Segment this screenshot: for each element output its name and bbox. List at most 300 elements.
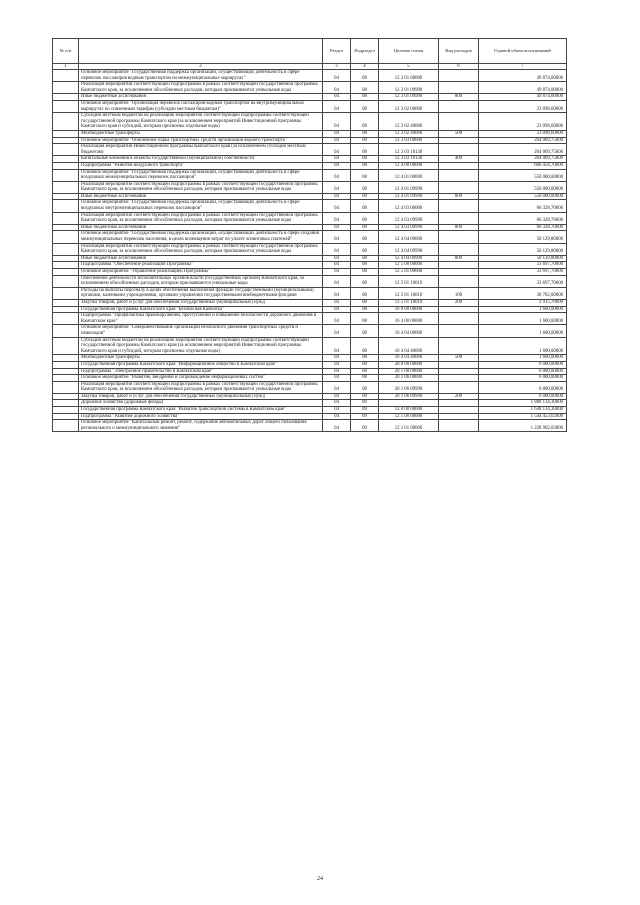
row-vid-cell: 800	[439, 94, 479, 101]
row-target-cell: 12 4 03 09990	[379, 212, 439, 224]
row-name-cell: Основное мероприятие "Управление реализацией Программы"	[79, 269, 323, 276]
column-index: 6	[439, 64, 479, 70]
table-row	[53, 361, 567, 368]
row-razdel-cell: 04	[323, 407, 351, 414]
row-name-cell: Реализация мероприятий соответствующей подпрограммы в рамках соответствующей государственной программы Камчатского края, за исключением обособленных расходов, которым присваиваются уникальные коды	[79, 82, 323, 94]
table-row	[53, 413, 567, 420]
row-num-cell	[53, 200, 79, 212]
row-vid-cell: 100	[439, 287, 479, 299]
row-sum-cell: 1 600,00000	[479, 337, 567, 355]
row-podrazdel-cell: 08	[351, 287, 379, 299]
row-num-cell	[53, 262, 79, 269]
row-vid-cell	[439, 231, 479, 243]
row-vid-cell	[439, 262, 479, 269]
row-sum-cell: 1 638 134,30000	[479, 407, 567, 414]
row-name-cell: Государственная программа Камчатского края "Безопасная Камчатка"	[79, 306, 323, 313]
row-vid-cell	[439, 368, 479, 375]
row-num-cell	[53, 375, 79, 382]
row-sum-cell: 33 697,70000	[479, 269, 567, 276]
row-sum-cell: 6 000,00000	[479, 381, 567, 393]
row-sum-cell: 1 544 453,02000	[479, 413, 567, 420]
table-row	[53, 224, 567, 231]
row-podrazdel-cell: 08	[351, 243, 379, 255]
row-podrazdel-cell: 08	[351, 361, 379, 368]
table-row	[53, 137, 567, 144]
table-row	[53, 113, 567, 131]
table-row	[53, 200, 567, 212]
row-razdel-cell: 04	[323, 306, 351, 313]
row-podrazdel-cell: 08	[351, 70, 379, 82]
row-vid-cell	[439, 306, 479, 313]
row-podrazdel-cell: 08	[351, 375, 379, 382]
table-row	[53, 243, 567, 255]
table-row	[53, 407, 567, 414]
row-sum-cell: 6 000,00000	[479, 375, 567, 382]
row-num-cell	[53, 355, 79, 362]
table-row	[53, 100, 567, 112]
row-razdel-cell: 04	[323, 144, 351, 156]
table-row	[53, 156, 567, 163]
row-razdel-cell: 04	[323, 212, 351, 224]
row-vid-cell: 800	[439, 224, 479, 231]
table-row	[53, 162, 567, 169]
table-row	[53, 375, 567, 382]
row-num-cell	[53, 381, 79, 393]
row-num-cell	[53, 306, 79, 313]
row-razdel-cell: 04	[323, 181, 351, 193]
row-sum-cell: 6 000,00000	[479, 368, 567, 375]
row-vid-cell	[439, 243, 479, 255]
row-podrazdel-cell: 09	[351, 407, 379, 414]
row-name-cell: Основное мероприятие "Государственная поддержка организаций, осуществляющих деятельность в сфере перевозок пассажиров водным транспортом на межмуниципальных маршрутах"	[79, 70, 323, 82]
row-razdel-cell: 04	[323, 156, 351, 163]
row-num-cell	[53, 361, 79, 368]
row-target-cell: 12 5 00 00000	[379, 262, 439, 269]
row-podrazdel-cell: 08	[351, 82, 379, 94]
row-target-cell: 12 4 00 00000	[379, 162, 439, 169]
row-name-cell: Иные бюджетные ассигнования	[79, 193, 323, 200]
row-sum-cell: 66 328,70000	[479, 224, 567, 231]
table-row	[53, 269, 567, 276]
row-razdel-cell: 04	[323, 224, 351, 231]
row-target-cell: 12 4 03 09990	[379, 224, 439, 231]
row-podrazdel-cell: 09	[351, 400, 379, 407]
row-sum-cell: 6 000,00000	[479, 393, 567, 400]
column-index: 7	[479, 64, 567, 70]
row-sum-cell: 550 000,00000	[479, 181, 567, 193]
row-podrazdel-cell: 08	[351, 255, 379, 262]
row-target-cell: 12 3 02 40060	[379, 130, 439, 137]
budget-table-sheet	[52, 38, 566, 432]
row-razdel-cell: 04	[323, 200, 351, 212]
row-razdel-cell: 04	[323, 193, 351, 200]
row-num-cell	[53, 368, 79, 375]
row-num-cell	[53, 420, 79, 432]
row-vid-cell	[439, 82, 479, 94]
header-name	[79, 39, 323, 64]
row-sum-cell: 33 697,70000	[479, 262, 567, 269]
row-podrazdel-cell: 09	[351, 413, 379, 420]
row-target-cell: 12 3 01 09990	[379, 82, 439, 94]
row-target-cell: 12 4 04 09990	[379, 255, 439, 262]
row-podrazdel-cell: 08	[351, 275, 379, 287]
row-vid-cell	[439, 420, 479, 432]
row-target-cell: 12 4 03 00000	[379, 200, 439, 212]
row-num-cell	[53, 113, 79, 131]
row-podrazdel-cell: 08	[351, 313, 379, 325]
row-num-cell	[53, 193, 79, 200]
row-razdel-cell: 04	[323, 82, 351, 94]
budget-table	[52, 38, 567, 432]
table-row	[53, 306, 567, 313]
row-vid-cell	[439, 361, 479, 368]
row-podrazdel-cell: 08	[351, 212, 379, 224]
row-target-cell: 12 5 01 10010	[379, 299, 439, 306]
row-vid-cell	[439, 413, 479, 420]
row-target-cell: 12 3 01 00000	[379, 70, 439, 82]
row-razdel-cell: 04	[323, 361, 351, 368]
row-sum-cell: 33 697,70000	[479, 275, 567, 287]
row-sum-cell: 23 098,60000	[479, 113, 567, 131]
row-target-cell: 20 1 06 09990	[379, 393, 439, 400]
table-row	[53, 337, 567, 355]
row-num-cell	[53, 400, 79, 407]
row-sum-cell: 1 888 134,30000	[479, 400, 567, 407]
row-sum-cell: 66 328,70000	[479, 212, 567, 224]
row-razdel-cell: 04	[323, 100, 351, 112]
header-vid: Вид расходов	[439, 39, 479, 64]
row-sum-cell: 666 458,70000	[479, 162, 567, 169]
row-razdel-cell: 04	[323, 420, 351, 432]
row-name-cell: Иные бюджетные ассигнования	[79, 255, 323, 262]
row-name-cell: Государственная программа Камчатского края "Информационное общество в Камчатском крае"	[79, 361, 323, 368]
row-razdel-cell: 04	[323, 94, 351, 101]
row-target-cell: 12 5 01 00000	[379, 269, 439, 276]
row-podrazdel-cell: 08	[351, 393, 379, 400]
table-row	[53, 400, 567, 407]
row-razdel-cell: 04	[323, 231, 351, 243]
row-target-cell: 12 5 01 10010	[379, 275, 439, 287]
row-podrazdel-cell: 08	[351, 181, 379, 193]
row-vid-cell	[439, 137, 479, 144]
header-razdel: Раздел	[323, 39, 351, 64]
row-name-cell: Подпрограмма "Электронное правительство в Камчатском крае"	[79, 368, 323, 375]
row-target-cell: 12 4 01 00000	[379, 169, 439, 181]
row-podrazdel-cell: 09	[351, 420, 379, 432]
table-header-row	[53, 39, 567, 64]
row-podrazdel-cell: 08	[351, 269, 379, 276]
row-name-cell: Государственная программа Камчатского края "Развитие транспортной системы в Камчатском крае"	[79, 407, 323, 414]
row-num-cell	[53, 287, 79, 299]
row-name-cell: Основное мероприятие "Государственная поддержка организаций, осуществляющих деятельность в сфере создания межмуниципальных перевозок населения, в целях возмещения затрат по уплате лизинговых платежей"	[79, 231, 323, 243]
row-razdel-cell: 04	[323, 287, 351, 299]
row-sum-cell: 264 069,75000	[479, 156, 567, 163]
table-row	[53, 130, 567, 137]
row-num-cell	[53, 162, 79, 169]
row-name-cell: Основное мероприятие "Развитие, внедрение и сопровождение информационных систем"	[79, 375, 323, 382]
row-vid-cell	[439, 100, 479, 112]
row-target-cell: 12 3 03 10130	[379, 144, 439, 156]
row-podrazdel-cell: 08	[351, 156, 379, 163]
row-vid-cell: 200	[439, 393, 479, 400]
row-vid-cell	[439, 407, 479, 414]
row-name-cell: Закупка товаров, работ и услуг для обеспечения государственных (муниципальных) нужд	[79, 299, 323, 306]
row-vid-cell: 500	[439, 130, 479, 137]
row-razdel-cell: 04	[323, 262, 351, 269]
table-row	[53, 255, 567, 262]
row-num-cell	[53, 169, 79, 181]
header-sum: Годовой объем ассигнований	[479, 39, 567, 64]
row-vid-cell	[439, 200, 479, 212]
row-target-cell: 12 3 03 10130	[379, 156, 439, 163]
row-name-cell: Реализация мероприятий соответствующей подпрограммы в рамках соответствующей государственной программы Камчатского края, за исключением обособленных расходов, которым присваиваются уникальные коды	[79, 181, 323, 193]
row-razdel-cell: 04	[323, 325, 351, 337]
table-row	[53, 169, 567, 181]
row-num-cell	[53, 337, 79, 355]
column-index: 4	[351, 64, 379, 70]
row-name-cell: Подпрограмма "Профилактика правонарушений, преступлений и повышение безопасности дорожного движения в Камчатском крае"	[79, 313, 323, 325]
table-row	[53, 212, 567, 224]
row-target-cell: 12 1 00 00000	[379, 413, 439, 420]
row-target-cell: 12 1 01 00000	[379, 420, 439, 432]
column-index: 1	[53, 64, 79, 70]
row-target-cell: 12 3 02 40060	[379, 113, 439, 131]
row-target-cell: 12 0 00 00000	[379, 407, 439, 414]
row-target-cell: 12 4 01 09990	[379, 181, 439, 193]
row-razdel-cell: 04	[323, 130, 351, 137]
table-row	[53, 82, 567, 94]
row-razdel-cell: 04	[323, 255, 351, 262]
table-row	[53, 193, 567, 200]
row-sum-cell: 1 600,00000	[479, 355, 567, 362]
row-name-cell: Подпрограмма "Развитие воздушного транспорта"	[79, 162, 323, 169]
row-sum-cell: 550 000,00000	[479, 169, 567, 181]
table-row	[53, 144, 567, 156]
row-vid-cell: 400	[439, 156, 479, 163]
row-num-cell	[53, 313, 79, 325]
header-target: Целевая статья	[379, 39, 439, 64]
row-vid-cell	[439, 381, 479, 393]
row-sum-cell: 2 915,70000	[479, 299, 567, 306]
row-name-cell: Иные бюджетные ассигнования	[79, 94, 323, 101]
row-podrazdel-cell: 08	[351, 130, 379, 137]
row-num-cell	[53, 137, 79, 144]
row-sum-cell: 1 228 902,03000	[479, 420, 567, 432]
row-podrazdel-cell: 08	[351, 113, 379, 131]
row-vid-cell	[439, 212, 479, 224]
row-sum-cell: 50 129,80000	[479, 243, 567, 255]
row-target-cell: 16 4 00 00000	[379, 313, 439, 325]
table-row	[53, 262, 567, 269]
row-target-cell: 12 3 03 00000	[379, 137, 439, 144]
row-vid-cell	[439, 275, 479, 287]
row-target-cell: 16 4 04 40060	[379, 337, 439, 355]
table-row	[53, 70, 567, 82]
row-name-cell: Обеспечение деятельности исполнительных органов власти (государственных органов) Камчатского края, за исключением обособленных расходов, которым присваиваются уникальные коды	[79, 275, 323, 287]
table-row	[53, 393, 567, 400]
row-sum-cell: 30 782,00000	[479, 287, 567, 299]
row-vid-cell	[439, 70, 479, 82]
row-sum-cell: 49 874,00000	[479, 94, 567, 101]
table-row	[53, 94, 567, 101]
row-razdel-cell: 04	[323, 113, 351, 131]
row-razdel-cell: 04	[323, 400, 351, 407]
row-num-cell	[53, 231, 79, 243]
row-name-cell: Межбюджетные трансферты	[79, 130, 323, 137]
row-num-cell	[53, 100, 79, 112]
row-razdel-cell: 04	[323, 269, 351, 276]
row-razdel-cell: 04	[323, 355, 351, 362]
row-sum-cell: 66 328,70000	[479, 200, 567, 212]
row-target-cell: 12 3 02 00000	[379, 100, 439, 112]
table-row	[53, 287, 567, 299]
row-target-cell: 12 3 01 09990	[379, 94, 439, 101]
row-name-cell: Капитальные вложения в объекты государственной (муниципальной) собственности	[79, 156, 323, 163]
row-razdel-cell: 04	[323, 381, 351, 393]
row-name-cell: Основное мероприятие "Обновление парка транспортных средств организаций водного транспорта"	[79, 137, 323, 144]
row-vid-cell	[439, 162, 479, 169]
row-razdel-cell: 04	[323, 162, 351, 169]
row-razdel-cell: 04	[323, 299, 351, 306]
row-podrazdel-cell: 08	[351, 299, 379, 306]
row-sum-cell: 1 600,00000	[479, 325, 567, 337]
row-sum-cell: 264 069,75000	[479, 144, 567, 156]
row-num-cell	[53, 224, 79, 231]
row-vid-cell	[439, 400, 479, 407]
row-name-cell: Основное мероприятие "Государственная поддержка организаций, осуществляющих деятельность в сфере воздушных внутримуниципальных перевозок пассажиров"	[79, 200, 323, 212]
row-vid-cell: 800	[439, 255, 479, 262]
row-sum-cell: 49 874,00000	[479, 82, 567, 94]
header-podrazdel: Подраздел	[351, 39, 379, 64]
row-podrazdel-cell: 08	[351, 200, 379, 212]
row-podrazdel-cell: 08	[351, 381, 379, 393]
row-num-cell	[53, 82, 79, 94]
column-index: 5	[379, 64, 439, 70]
page-number: 24	[317, 876, 323, 882]
row-num-cell	[53, 156, 79, 163]
row-num-cell	[53, 325, 79, 337]
row-razdel-cell: 04	[323, 70, 351, 82]
table-row	[53, 325, 567, 337]
row-num-cell	[53, 393, 79, 400]
row-num-cell	[53, 255, 79, 262]
row-target-cell: 20 1 06 00000	[379, 375, 439, 382]
row-vid-cell	[439, 181, 479, 193]
table-row	[53, 275, 567, 287]
row-name-cell: Дорожное хозяйство (дорожные фонды)	[79, 400, 323, 407]
row-razdel-cell: 04	[323, 368, 351, 375]
row-sum-cell: 1 600,00000	[479, 306, 567, 313]
row-name-cell: Субсидии местным бюджетам на реализацию мероприятий соответствующей подпрограммы соответствующей государственной программы Камчатского края (за исключением мероприятий Инвестиционной программы Камчатского края и субсидий, которым присвоены отдельные коды)	[79, 113, 323, 131]
column-index: 2	[79, 64, 323, 70]
row-sum-cell: 23 098,60000	[479, 130, 567, 137]
row-target-cell: 12 5 01 10010	[379, 287, 439, 299]
row-num-cell	[53, 299, 79, 306]
row-podrazdel-cell: 08	[351, 193, 379, 200]
header-num: № п/п	[53, 39, 79, 64]
table-row	[53, 231, 567, 243]
table-row	[53, 381, 567, 393]
row-sum-cell: 264 069,75000	[479, 137, 567, 144]
row-razdel-cell: 04	[323, 275, 351, 287]
row-target-cell: 20 1 00 00000	[379, 368, 439, 375]
table-row	[53, 181, 567, 193]
table-row	[53, 313, 567, 325]
row-name-cell: Субсидии местным бюджетам на реализацию мероприятий соответствующей подпрограммы соответствующей государственной программы Камчатского края (за исключением мероприятий Инвестиционной программы Камчатского края и субсидий, которым присвоены отдельные коды)	[79, 337, 323, 355]
row-razdel-cell: 04	[323, 375, 351, 382]
row-podrazdel-cell: 08	[351, 169, 379, 181]
row-num-cell	[53, 212, 79, 224]
row-num-cell	[53, 130, 79, 137]
row-vid-cell	[439, 375, 479, 382]
row-razdel-cell: 04	[323, 393, 351, 400]
row-podrazdel-cell: 08	[351, 262, 379, 269]
row-name-cell: Закупка товаров, работ и услуг для обеспечения государственных (муниципальных) нужд	[79, 393, 323, 400]
row-vid-cell	[439, 325, 479, 337]
row-podrazdel-cell: 08	[351, 231, 379, 243]
row-name-cell: Основное мероприятие "Совершенствование организации безопасного движения транспортных средств и пешеходов"	[79, 325, 323, 337]
row-podrazdel-cell: 08	[351, 137, 379, 144]
row-vid-cell: 800	[439, 193, 479, 200]
row-target-cell: 12 4 01 09990	[379, 193, 439, 200]
row-razdel-cell: 04	[323, 313, 351, 325]
row-name-cell: Основное мероприятие "Государственная поддержка организаций, осуществляющих деятельность в сфере воздушных межмуниципальных перевозок пассажиров"	[79, 169, 323, 181]
row-vid-cell	[439, 313, 479, 325]
row-podrazdel-cell: 08	[351, 94, 379, 101]
row-razdel-cell: 04	[323, 337, 351, 355]
row-sum-cell: 49 874,00000	[479, 70, 567, 82]
row-name-cell: Межбюджетные трансферты	[79, 355, 323, 362]
row-podrazdel-cell: 08	[351, 306, 379, 313]
row-num-cell	[53, 243, 79, 255]
row-vid-cell	[439, 144, 479, 156]
row-name-cell: Основное мероприятие "Капитальный ремонт, ремонт, содержание автомобильных дорог общего пользования регионального и межмуниципального значения"	[79, 420, 323, 432]
row-num-cell	[53, 269, 79, 276]
row-razdel-cell: 04	[323, 169, 351, 181]
row-name-cell: Реализация мероприятий соответствующей подпрограммы в рамках соответствующей государственной программы Камчатского края, за исключением обособленных расходов, которым присваиваются уникальные коды	[79, 212, 323, 224]
row-razdel-cell: 04	[323, 137, 351, 144]
row-target-cell: 12 4 04 09990	[379, 243, 439, 255]
row-podrazdel-cell: 08	[351, 325, 379, 337]
row-vid-cell	[439, 337, 479, 355]
row-vid-cell	[439, 169, 479, 181]
row-podrazdel-cell: 08	[351, 368, 379, 375]
row-name-cell: Расходы на выплаты персоналу в целях обеспечения выполнения функций государственными (муниципальными) органами, казенными учреждениями, органами управления государственными внебюджетными фондами	[79, 287, 323, 299]
row-podrazdel-cell: 08	[351, 337, 379, 355]
table-row	[53, 299, 567, 306]
row-name-cell: Основное мероприятие "Организация перевозок пассажиров водным транспортом на внутримуниципальных маршрутах по сниженным тарифам (субсидии местным бюджетам)"	[79, 100, 323, 112]
row-target-cell: 12 4 04 00000	[379, 231, 439, 243]
row-name-cell: Реализация мероприятий соответствующей подпрограммы в рамках соответствующей государственной программы Камчатского края, за исключением обособленных расходов, которым присваиваются уникальные коды	[79, 381, 323, 393]
row-name-cell: Подпрограмма "Развитие дорожного хозяйства"	[79, 413, 323, 420]
row-name-cell: Подпрограмма "Обеспечение реализации Программы"	[79, 262, 323, 269]
row-target-cell	[379, 400, 439, 407]
row-sum-cell: 1 600,00000	[479, 313, 567, 325]
row-name-cell: Реализация мероприятий Инвестиционной программы Камчатского края (за исключением субсидий местным бюджетам)	[79, 144, 323, 156]
row-sum-cell: 23 098,60000	[479, 100, 567, 112]
table-row	[53, 368, 567, 375]
row-podrazdel-cell: 08	[351, 162, 379, 169]
row-num-cell	[53, 94, 79, 101]
row-num-cell	[53, 275, 79, 287]
row-sum-cell: 6 000,00000	[479, 361, 567, 368]
row-name-cell: Иные бюджетные ассигнования	[79, 224, 323, 231]
row-podrazdel-cell: 08	[351, 100, 379, 112]
table-row	[53, 355, 567, 362]
row-target-cell: 16 4 04 40060	[379, 355, 439, 362]
row-podrazdel-cell: 08	[351, 355, 379, 362]
row-sum-cell: 50 129,80000	[479, 231, 567, 243]
